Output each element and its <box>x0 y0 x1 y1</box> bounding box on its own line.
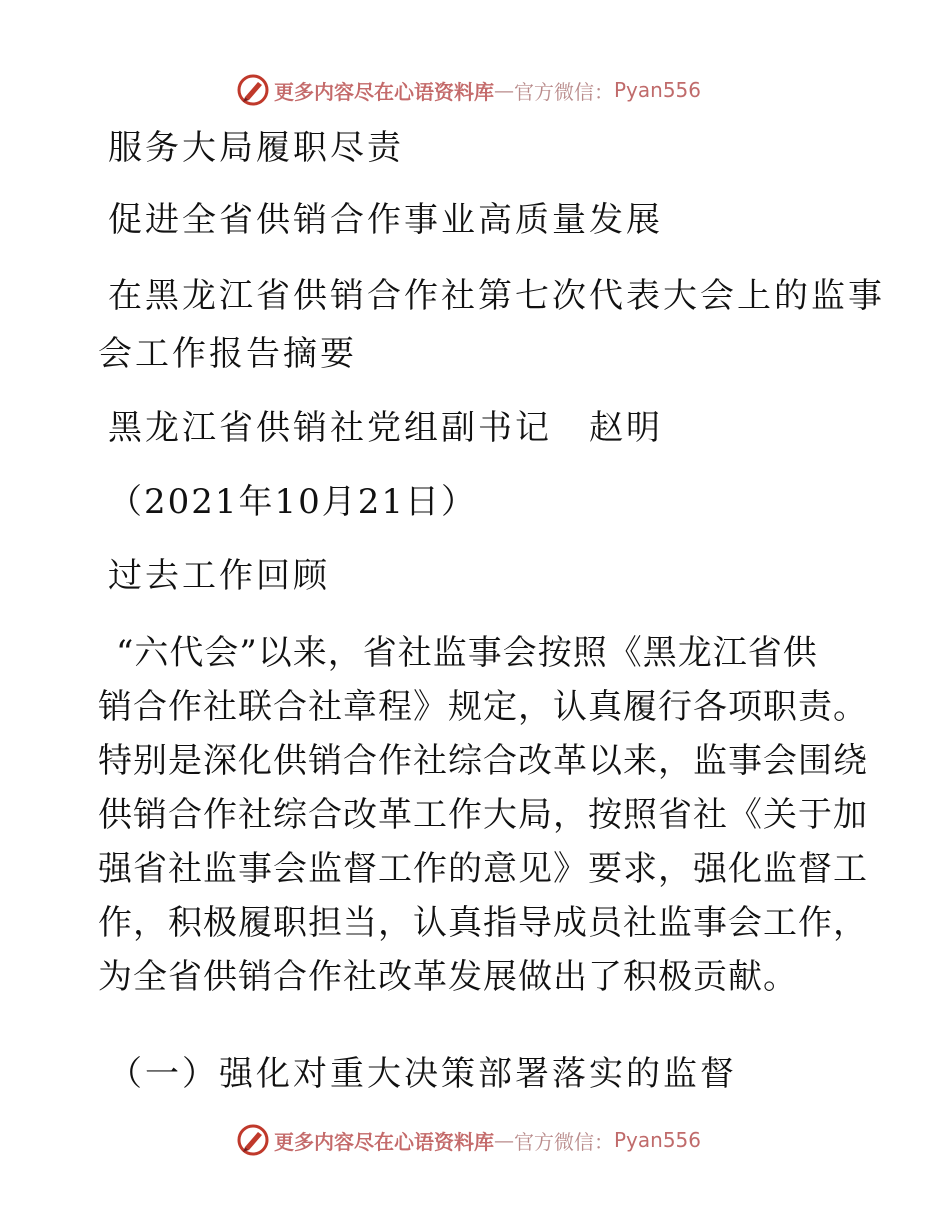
watermark-wechat-id: Pyan556 <box>614 1128 702 1152</box>
date-line: （2021年10月21日） <box>108 482 478 522</box>
body-row: 特别是深化供销合作社综合改革以来，监事会围绕 <box>98 741 868 781</box>
pen-logo-icon <box>236 73 270 107</box>
subsection-heading: （一）强化对重大决策部署落实的监督 <box>108 1054 737 1094</box>
watermark-dash: — <box>494 1128 514 1152</box>
body-paragraph <box>98 626 868 1004</box>
body-row: 销合作社联合社章程》规定，认真履行各项职责。 <box>98 687 868 727</box>
subtitle-line-2: 会工作报告摘要 <box>98 334 357 374</box>
title-line-2: 促进全省供销合作事业高质量发展 <box>108 200 663 240</box>
watermark-dash: — <box>494 78 514 102</box>
watermark-header <box>236 72 701 108</box>
body-row: 为全省供销合作社改革发展做出了积极贡献。 <box>98 957 798 997</box>
title-line-1: 服务大局履职尽责 <box>108 128 404 168</box>
section-heading: 过去工作回顾 <box>108 556 330 596</box>
body-row: 作，积极履职担当，认真指导成员社监事会工作， <box>98 903 868 943</box>
watermark-main-text: 更多内容尽在心语资料库 <box>274 79 494 104</box>
pen-logo-icon <box>236 1123 270 1157</box>
watermark-official-label: 官方微信： <box>514 1129 614 1154</box>
subtitle-line-1: 在黑龙江省供销合作社第七次代表大会上的监事 <box>108 276 885 316</box>
body-row: 强省社监事会监督工作的意见》要求，强化监督工 <box>98 849 868 889</box>
body-row: 供销合作社综合改革工作大局，按照省社《关于加 <box>98 795 868 835</box>
watermark-wechat-id: Pyan556 <box>614 78 702 102</box>
watermark-footer <box>236 1122 701 1158</box>
body-row: “六代会”以来，省社监事会按照《黑龙江省供 <box>116 633 818 673</box>
watermark-main-text: 更多内容尽在心语资料库 <box>274 1129 494 1154</box>
watermark-official-label: 官方微信： <box>514 79 614 104</box>
author-line: 黑龙江省供销社党组副书记 赵明 <box>108 408 663 448</box>
